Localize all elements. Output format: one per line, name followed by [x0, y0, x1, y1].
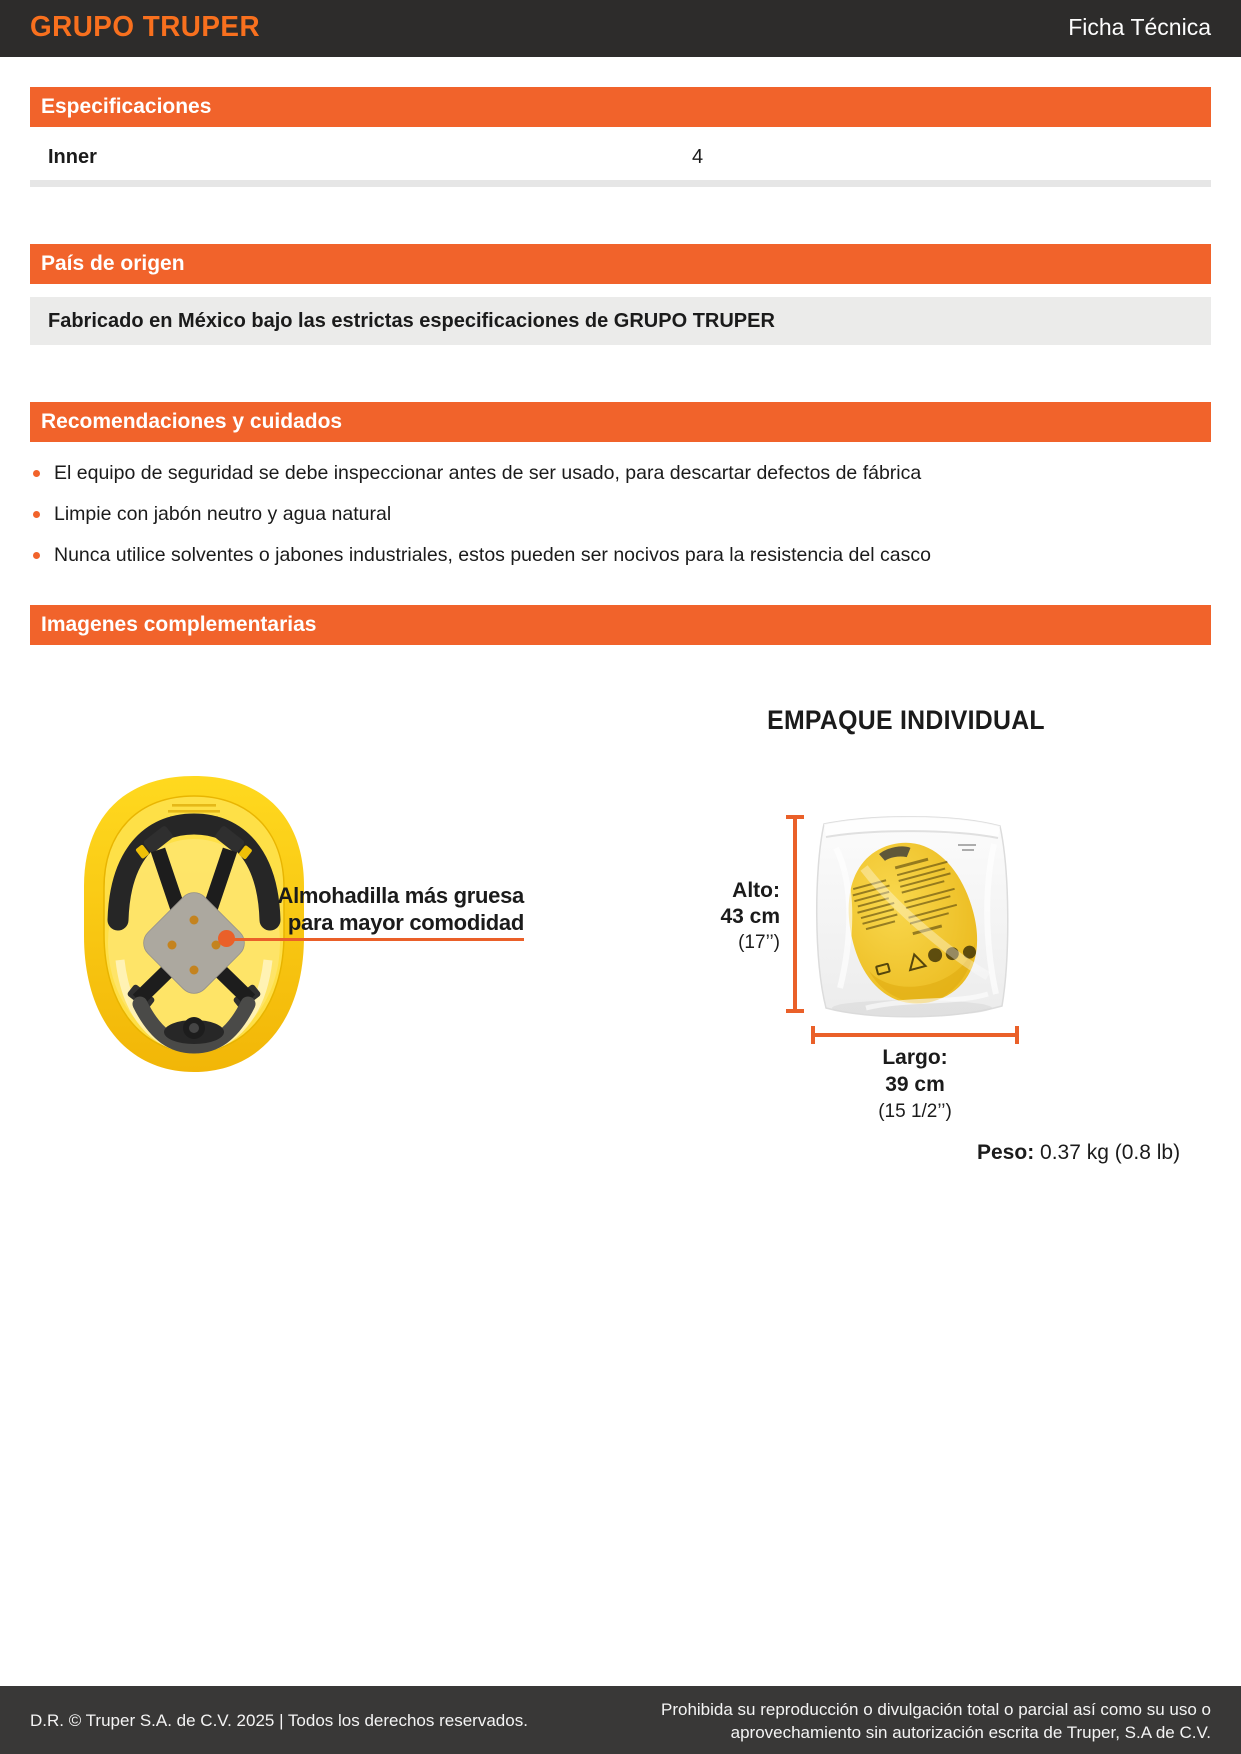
spec-row-value: 4 [692, 146, 704, 168]
weight-label [977, 1141, 1180, 1165]
width-dimension-line [813, 1033, 1017, 1037]
width-dimension-label: Largo: 39 cm (15 1/2’’) [878, 1046, 952, 1122]
bullet-item [33, 543, 1193, 568]
callout-text: Almohadilla más gruesa para mayor comodidad [277, 883, 524, 935]
bullet-text: El equipo de seguridad se debe inspeccionar antes de ser usado, para descartar defectos de fábrica [54, 462, 922, 484]
bullet-icon [33, 511, 40, 518]
bullet-item [33, 461, 1193, 486]
weight-label-prefix: Peso: [977, 1141, 1035, 1164]
height-dimension-label: Alto: 43 cm (17’’) [720, 879, 780, 953]
bullet-item [33, 502, 1193, 527]
origin-row [30, 297, 1211, 345]
section-banner-pais-de-origen [30, 244, 1211, 284]
section-banner-recomendaciones [30, 402, 1211, 442]
height-dimension-line [793, 818, 797, 1010]
bullet-icon [33, 470, 40, 477]
origin-text: Fabricado en México bajo las estrictas especificaciones de GRUPO TRUPER [48, 310, 775, 332]
callout-line [224, 938, 524, 941]
section-title: Especificaciones [41, 95, 212, 118]
bullet-text: Nunca utilice solventes o jabones industriales, estos pueden ser nocivos para la resistencia del casco [54, 544, 931, 566]
dimension-cap [1015, 1026, 1019, 1044]
footer-legal-text: Prohibida su reproducción o divulgación total o parcial así como su uso o aprovechamiento sin autorización escrita de Truper, S.A de C.V. [661, 1700, 1211, 1742]
section-title: País de origen [41, 252, 185, 275]
spec-row-divider [30, 180, 1211, 187]
section-title: Recomendaciones y cuidados [41, 410, 343, 433]
weight-value: 0.37 kg (0.8 lb) [1034, 1141, 1181, 1164]
footer-copyright-text: D.R. © Truper S.A. de C.V. 2025 | Todos los derechos reservados. [30, 1711, 528, 1730]
dimension-cap [786, 815, 804, 819]
document-type-label: Ficha Técnica [1068, 14, 1211, 40]
brand-logo: GRUPO TRUPER [30, 11, 261, 43]
bullet-text: Limpie con jabón neutro y agua natural [54, 503, 392, 525]
section-banner-especificaciones [30, 87, 1211, 127]
section-title: Imagenes complementarias [41, 613, 317, 636]
dimension-cap [786, 1009, 804, 1013]
empaque-title: EMPAQUE INDIVIDUAL [767, 705, 1045, 735]
callout-dot [218, 930, 235, 947]
bullet-icon [33, 552, 40, 559]
spec-row-label: Inner [48, 146, 97, 168]
dimension-cap [811, 1026, 815, 1044]
page-footer [0, 1686, 1241, 1754]
page-header [0, 0, 1241, 57]
section-banner-imagenes [30, 605, 1211, 645]
packaged-helmet-image [806, 808, 1020, 1030]
